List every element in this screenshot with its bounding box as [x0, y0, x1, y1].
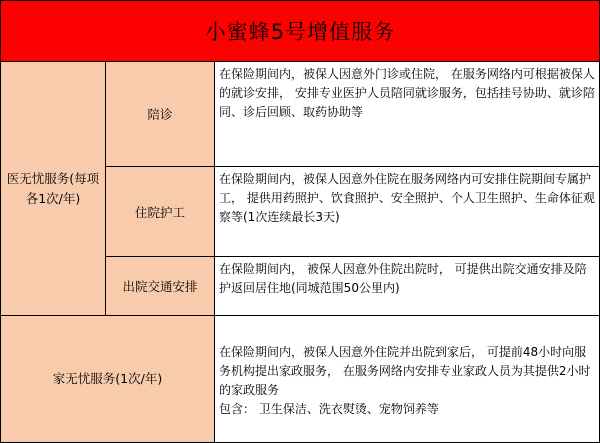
item-escort-description [214, 61, 600, 167]
item-nursing-label: 住院护工 [134, 204, 185, 220]
home-service-text: 在保险期间内，被保人因意外住院并出院到家后， 可提前48小时向服务机构提出家政服务， 在服务网络内安排专业家政人员为其提供2小时的家政服务 [219, 345, 591, 397]
item-escort-label: 陪诊 [147, 107, 173, 122]
table-title: 小蜜蜂5号增值服务 [0, 0, 600, 62]
item-transport-label: 出院交通安排 [122, 279, 198, 294]
item-escort-text: 在保险期间内，被保人因意外门诊或住院， 在服务网络内可根据被保人的就诊安排， 安排专业医护人员陪同就诊服务，包括挂号协助、就诊陪同、诊后回顾、取药协助等 [219, 67, 595, 119]
home-service-includes: 包含： 卫生保洁、洗衣熨烫、宠物饲养等 [219, 402, 439, 416]
item-transport-description [214, 256, 600, 316]
category-home-label: 家无忧服务(1次/年) [52, 371, 163, 386]
category-home [0, 315, 215, 443]
item-nursing-description [214, 166, 600, 257]
home-service-description [214, 315, 600, 443]
category-medical [0, 61, 106, 316]
item-nursing-name [105, 166, 215, 257]
item-transport-text: 在保险期间内， 被保人因意外住院出院时， 可提供出院交通安排及陪护返回居住地(同城范围50公里内) [219, 262, 587, 295]
item-transport-name [105, 256, 215, 316]
item-escort-name [105, 61, 215, 167]
category-medical-label: 医无忧服务(每项各1次/年) [6, 170, 100, 206]
item-nursing-text: 在保险期间内，被保人因意外住院在服务网络内可安排住院期间专属护工， 提供用药照护、饮食照护、安全照护、个人卫生照护、生命体征观察等(1次连续最长3天) [219, 172, 595, 224]
